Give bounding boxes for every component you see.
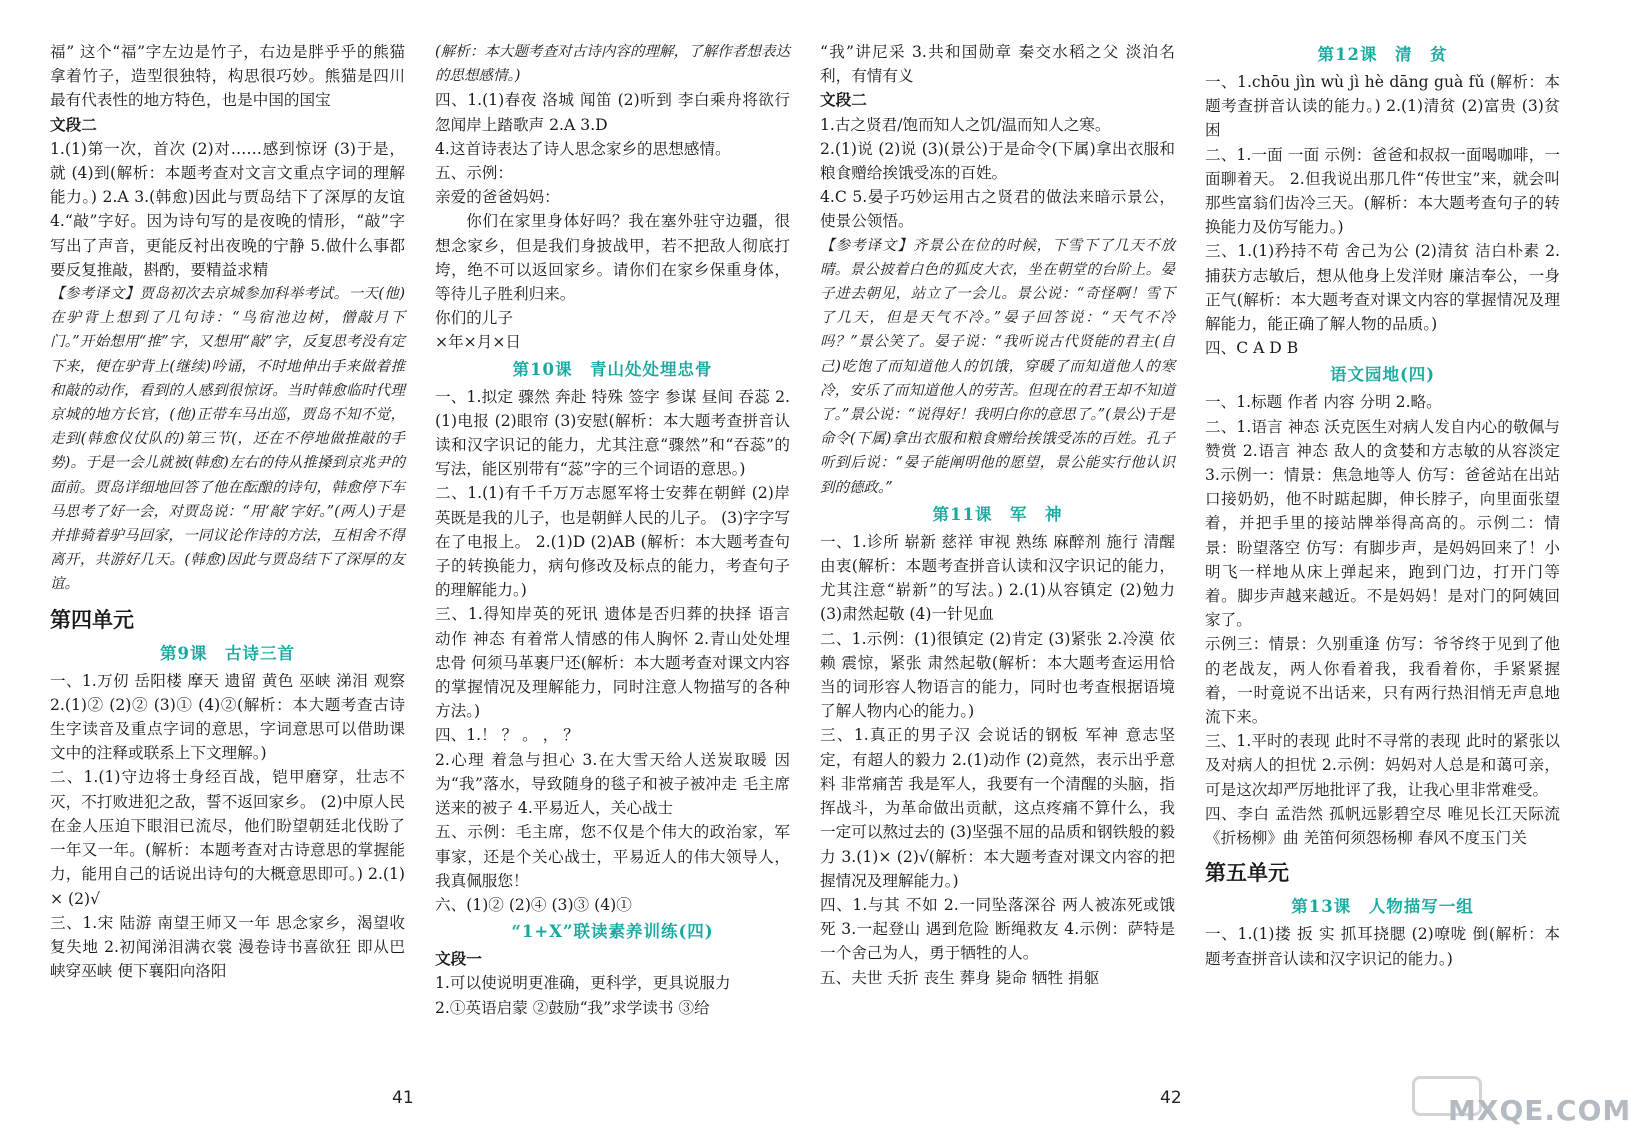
text-para: 四、1.(1)春夜 洛城 闻笛 (2)听到 李白乘舟将欲行 忽闻岸上踏歌声 2.A 3.D: [435, 91, 790, 134]
letter-body: 你们在家里身体好吗？我在塞外驻守边疆，很想念家乡，但是我们身披战甲，若不把敌人彻底打垮，绝不可以返回家乡。请你们在家乡保重身体，等待儿子胜利归来。: [435, 212, 790, 304]
text-para: 1.可以使说明更准确，更科学，更具说服力: [435, 974, 731, 993]
text-para: 一、1.万仞 岳阳楼 摩天 遗留 黄色 巫峡 涕泪 观察 2.(1)② (2)② (3)① (4)②(解析：本大题考查古诗生字读音及重点字词的意思，字词意思可以借助课文中的注释或联系上下文理解。): [50, 671, 405, 763]
text-para: 2.①英语启蒙 ②鼓励“我”求学读书 ③给: [435, 998, 710, 1017]
text-para: 三、1.(1)矜持不苟 舍己为公 (2)清贫 洁白朴素 2.捕获方志敏后，想从他身上发洋财 廉洁奉公，一身正气(解析：本大题考查对课文内容的掌握情况及理解能力，能正确了解人物的品质。): [1205, 242, 1560, 334]
text-para: 五、示例：: [435, 164, 513, 183]
text-para: 福” 这个“福”字左边是竹子，右边是胖乎乎的熊猫拿着竹子，造型很独特，构思很巧妙。熊猫是四川最有代表性的地方特色，也是中国的国宝: [50, 43, 405, 110]
text-para: 一、1.拟定 骤然 奔赴 特殊 签字 参谋 昼间 吞蕊 2.(1)电报 (2)眼帘 (3)安慰(解析：本大题考查拼音认读和汉字识记的能力，尤其注意“骤然”和“吞蕊”的写法，能区别带有“蕊”字的三个词语的意思。): [435, 387, 790, 479]
unit-heading: 第四单元: [50, 606, 134, 632]
text-para: 五、夫世 夭折 丧生 葬身 毙命 牺牲 捐躯: [820, 968, 1100, 987]
text-para: 三、1.真正的男子汉 会说话的钢板 军神 意志坚定，有超人的毅力 2.(1)动作 (2)竟然，表示出乎意料 非常痛苦 我是军人，我要有一个清醒的头脑，指挥战斗，为革命做出贡献，这点疼痛不算什么，我一定可以熬过去的 (3)坚强不屈的品质和钢铁般的毅力 3.(1)× (2)√(解析：本大题考查对课文内容的把握情况及理解能力。): [820, 726, 1175, 890]
lesson-heading: 第12课 清 贫: [1317, 45, 1448, 64]
text-para: 1.古之贤君/饱而知人之饥/温而知人之寒。: [820, 115, 1111, 134]
lesson-heading: 语文园地(四): [1329, 365, 1436, 385]
text-para: 三、1.平时的表现 此时不寻常的表现 此时的紧张以及对病人的担忧 2.示例：妈妈对人总是和蔼可亲，可是这次却严厉地批评了我，让我心里非常难受。: [1205, 732, 1560, 799]
text-para: 一、1.标题 作者 内容 分明 2.略。: [1205, 393, 1442, 412]
section-title: 文段二: [50, 114, 97, 134]
text-para: 六、(1)② (2)④ (3)③ (4)①: [435, 895, 632, 914]
letter-date: ×年×月×日: [435, 333, 521, 352]
text-para: 四、C A D B: [1205, 339, 1299, 358]
analysis-note: (解析：本大题考查对古诗内容的理解，了解作者想表达的思想感情。): [435, 44, 790, 85]
unit-heading: 第五单元: [1205, 860, 1289, 886]
text-para: 2.(1)说 (2)说 (3)(景公)于是命令(下属)拿出衣服和粮食赠给挨饿受冻的百姓。: [820, 139, 1175, 183]
text-para: 三、1.宋 陆游 南望王师又一年 思念家乡，渴望收复失地 2.初闻涕泪满衣裳 漫卷诗书喜欲狂 即从巴峡穿巫峡 便下襄阳向洛阳: [50, 913, 405, 981]
text-para: 四、1.！ ？ 。 ， ？: [435, 726, 579, 745]
left-page-column-1: [50, 40, 405, 1080]
text-para: 二、1.(1)守边将士身经百战，铠甲磨穿，壮志不灭，不打败进犯之敌，誓不返回家乡。 (2)中原人民在金人压迫下眼泪已流尽，他们盼望朝廷北伐盼了一年又一年。(解析：本题考查对古诗意思的掌握能力，能用自己的话说出诗句的大概意思即可。) 2.(1)× (2)√: [50, 768, 405, 908]
text-para: 四、李白 孟浩然 孤帆远影碧空尽 唯见长江天际流 《折杨柳》曲 羌笛何须怨杨柳 春风不度玉门关: [1205, 804, 1560, 848]
reference-translation: 【参考译文】齐景公在位的时候，下雪下了几天不放晴。景公披着白色的狐皮大衣，坐在朝堂的台阶上。晏子进去朝见，站立了一会儿。景公说：“奇怪啊！雪下了几天，但是天气不冷。”晏子回答说：“天气不冷吗？”景公笑了。晏子说：“我听说古代贤能的君主(自己)吃饱了而知道他人的饥饿，穿暖了而知道他人的寒冷，安乐了而知道他人的劳苦。但现在的君王却不知道了。”景公说：“说得好！我明白你的意思了。”(景公)于是命令(下属)拿出衣服和粮食赠给挨饿受冻的百姓。孔子听到后说：“晏子能阐明他的愿望，景公能实行他认识到的德政。”: [820, 237, 1175, 496]
text-para: 二、1.一面 一面 示例：爸爸和叔叔一面喝咖啡，一面聊着天。 2.但我说出那几件“传世宝”来，就会叫那些富翁们齿冷三天。(解析：本大题考查句子的转换能力及仿写能力。): [1205, 145, 1560, 237]
lesson-heading: 第9课 古诗三首: [160, 643, 295, 663]
text-para: 一、1.诊所 崭新 慈祥 审视 熟练 麻醉剂 施行 清醒 由衷(解析：本题考查拼音认读和汉字识记的能力，尤其注意“崭新”的写法。) 2.(1)从容镇定 (2)勉力 (3)肃然起敬 (4)一针见血: [820, 532, 1175, 624]
page-number-right: 42: [1160, 1088, 1182, 1108]
page-number-left: 41: [392, 1088, 414, 1108]
text-para: 2.心理 着急与担心 3.在大雪天给人送炭取暖 因为“我”落水，导致随身的毯子和被子被冲走 毛主席送来的被子 4.平易近人，关心战士: [435, 750, 790, 818]
text-para: 二、1.语言 神态 沃克医生对病人发自内心的敬佩与赞赏 2.语言 神态 敌人的贪婪和方志敏的从容淡定 3.示例一：情景：焦急地等人 仿写：爸爸站在出站口接奶奶，他不时踮起脚，伸长脖子，向里面张望着，并把手里的接站牌举得高高的。示例二：情景：盼望落空 仿写：有脚步声，是妈妈回来了！小明飞一样地从床上弹起来，跑到门边，打开门等着。脚步声越来越近。不是妈妈！是对门的阿姨回家了。: [1205, 417, 1560, 630]
text-para: 一、1.chōu jìn wù jì hè dāng guà fǔ (解析：本题考查拼音认读的能力。) 2.(1)清贫 (2)富贵 (3)贫困: [1205, 73, 1560, 140]
lesson-heading: 第13课 人物描写一组: [1291, 897, 1474, 917]
left-page-column-2: [435, 40, 790, 1080]
letter-salutation: 亲爱的爸爸妈妈：: [435, 188, 560, 207]
text-para: 三、1.得知岸英的死讯 遗体是否归葬的抉择 语言 动作 神态 有着常人情感的伟人胸怀 2.青山处处埋忠骨 何须马革裹尸还(解析：本大题考查对课文内容的掌握情况及理解能力，同时注意人物描写的各种方法。): [435, 605, 790, 721]
text-para: 示例三：情景：久别重逢 仿写：爷爷终于见到了他的老战友，两人你看着我，我看着你，手紧紧握着，一时竟说不出话来，只有两行热泪悄无声息地流下来。: [1205, 635, 1560, 727]
right-page-column-1: [820, 40, 1175, 1080]
watermark-text: MXQE.COM: [1448, 1094, 1631, 1127]
lesson-heading: 第11课 军 神: [932, 504, 1063, 524]
right-page-column-2: [1205, 40, 1560, 1080]
text-para: 1.(1)第一次，首次 (2)对……感到惊讶 (3)于是，就 (4)到(解析：本题考查对文言文重点字词的理解能力。) 2.A 3.(韩愈)因此与贾岛结下了深厚的友谊 4.“敲”字好。因为诗句写的是夜晚的情形，“敲”字写出了声音，更能反衬出夜晚的宁静 5.做什么事都要反复推敲，斟酌，要精益求精: [50, 139, 405, 279]
text-para: 二、1.示例：(1)很镇定 (2)肯定 (3)紧张 2.冷漠 依赖 震惊，紧张 肃然起敬(解析：本大题考查运用恰当的词形容人物语言的能力，同时也考查根据语境了解人物内心的能力。): [820, 629, 1175, 721]
section-title: 文段二: [820, 90, 867, 110]
text-para: 一、1.(1)搂 扳 实 抓耳挠腮 (2)嘹咙 倒(解析：本题考查拼音认读和汉字识记的能力。): [1205, 925, 1560, 968]
lesson-heading: 第10课 青山处处埋忠骨: [512, 359, 713, 379]
text-para: 五、示例：毛主席，您不仅是个伟大的政治家，军事家，还是个关心战士，平易近人的伟大领导人，我真佩服您！: [435, 823, 790, 890]
practice-heading: “1+X”联读素养训练(四): [511, 922, 714, 942]
letter-signature: 你们的儿子: [435, 309, 513, 328]
reference-translation: 【参考译文】贾岛初次去京城参加科举考试。一天(他)在驴背上想到了几句诗：“鸟宿池边树，僧敲月下门。”开始想用“推”字，又想用“敲”字，反复思考没有定下来，便在驴背上(继续)吟诵，不时地伸出手来做着推和敲的动作，看到的人感到很惊讶。当时韩愈临时代理京城的地方长官，(他)正带车马出巡，贾岛不知不觉，走到(韩愈仪仗队的)第三节(，还在不停地做推敲的手势)。于是一会儿就被(韩愈)左右的侍从推搡到京兆尹的面前。贾岛详细地回答了他在酝酿的诗句，韩愈停下车马思考了好一会，对贾岛说：“用‘敲’字好。”(两人)于是并排骑着驴马回家，一同议论作诗的方法，互相舍不得离开，共游好几天。(韩愈)因此与贾岛结下了深厚的友谊。: [50, 286, 405, 593]
text-para: 四、1.与其 不如 2.一同坠落深谷 两人被冻死或饿死 3.一起登山 遇到危险 断绳救友 4.示例：萨特是一个舍己为人，勇于牺牲的人。: [820, 895, 1175, 963]
section-title: 文段一: [435, 949, 482, 969]
text-para: “我”讲尼采 3.共和国勋章 秦交水稻之父 淡泊名利，有情有义: [820, 43, 1175, 86]
text-para: 4.这首诗表达了诗人思念家乡的思想感情。: [435, 139, 731, 158]
watermark-logo: [1408, 1082, 1631, 1130]
text-para: 4.C 5.晏子巧妙运用古之贤君的做法来暗示景公，使景公领悟。: [820, 188, 1175, 231]
text-para: 二、1.(1)有千千万万志愿军将士安葬在朝鲜 (2)岸英既是我的儿子，也是朝鲜人民的儿子。 (3)字字写在了电报上。 2.(1)D (2)AB (解析：本大题考查句子的转换能力，病句修改及标点的能力，考查句子的理解能力。): [435, 484, 790, 600]
